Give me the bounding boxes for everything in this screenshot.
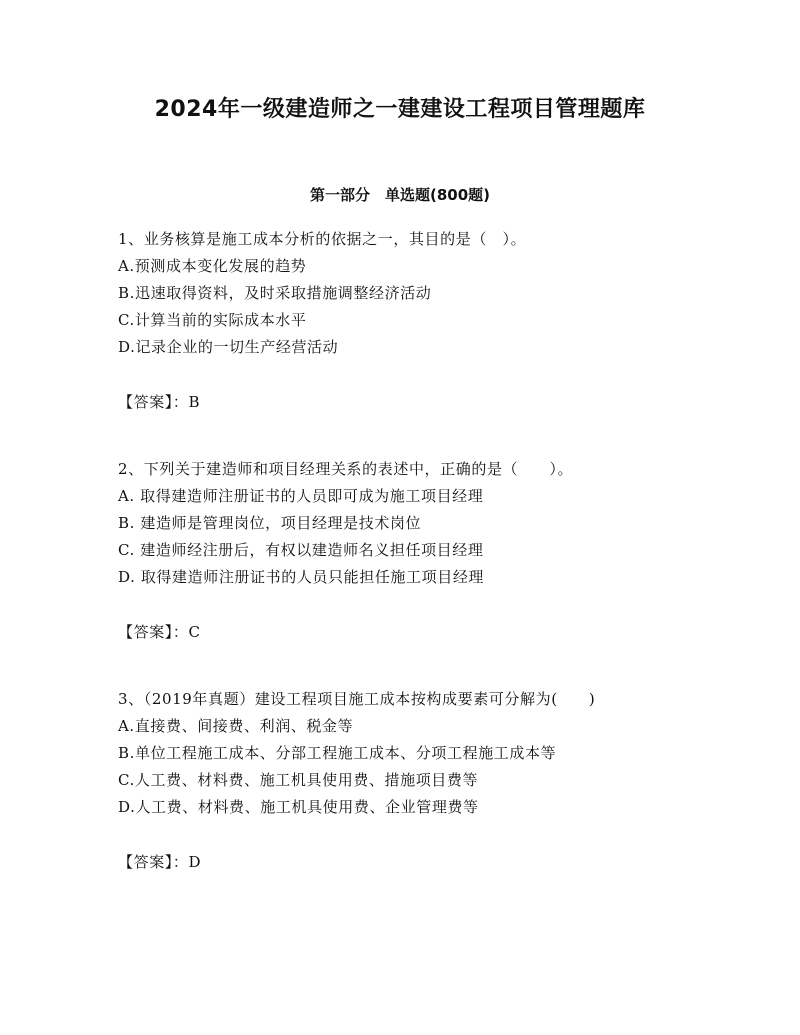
option-d: D. 取得建造师注册证书的人员只能担任施工项目经理 [118,568,485,586]
answer-label: 【答案】： [118,853,189,871]
answer-label: 【答案】： [118,393,189,411]
option-b: B.单位工程施工成本、分部工程施工成本、分项工程施工成本等 [118,744,557,762]
option-c: C. 建造师经注册后，有权以建造师名义担任项目经理 [118,541,484,559]
option-d: D.记录企业的一切生产经营活动 [118,338,339,356]
option-a: A.预测成本变化发展的趋势 [118,257,307,275]
question-stem: 3、（2019年真题）建设工程项目施工成本按构成要素可分解为( ) [118,690,596,708]
question-3 [118,686,718,876]
answer-line [118,849,718,876]
question-stem: 2、下列关于建造师和项目经理关系的表述中，正确的是（ ）。 [118,460,574,478]
document-title: 2024年一级建造师之一建建设工程项目管理题库 [154,97,646,122]
question-stem: 1、业务核算是施工成本分析的依据之一，其目的是（ ）。 [118,230,527,248]
answer-value: B [188,393,201,411]
answer-value: C [188,623,201,641]
section-title: 第一部分 单选题(800题) [309,186,491,204]
answer-line [118,619,718,646]
answer-value: D [188,853,202,871]
question-1 [118,226,718,416]
option-c: C.计算当前的实际成本水平 [118,311,307,329]
option-a: A.直接费、间接费、利润、税金等 [118,717,354,735]
question-2 [118,456,718,646]
option-b: B.迅速取得资料，及时采取措施调整经济活动 [118,284,432,302]
option-a: A. 取得建造师注册证书的人员即可成为施工项目经理 [118,487,484,505]
option-b: B. 建造师是管理岗位，项目经理是技术岗位 [118,514,422,532]
answer-line [118,389,718,416]
option-d: D.人工费、材料费、施工机具使用费、企业管理费等 [118,798,479,816]
answer-label: 【答案】： [118,623,189,641]
option-c: C.人工费、材料费、施工机具使用费、措施项目费等 [118,771,479,789]
